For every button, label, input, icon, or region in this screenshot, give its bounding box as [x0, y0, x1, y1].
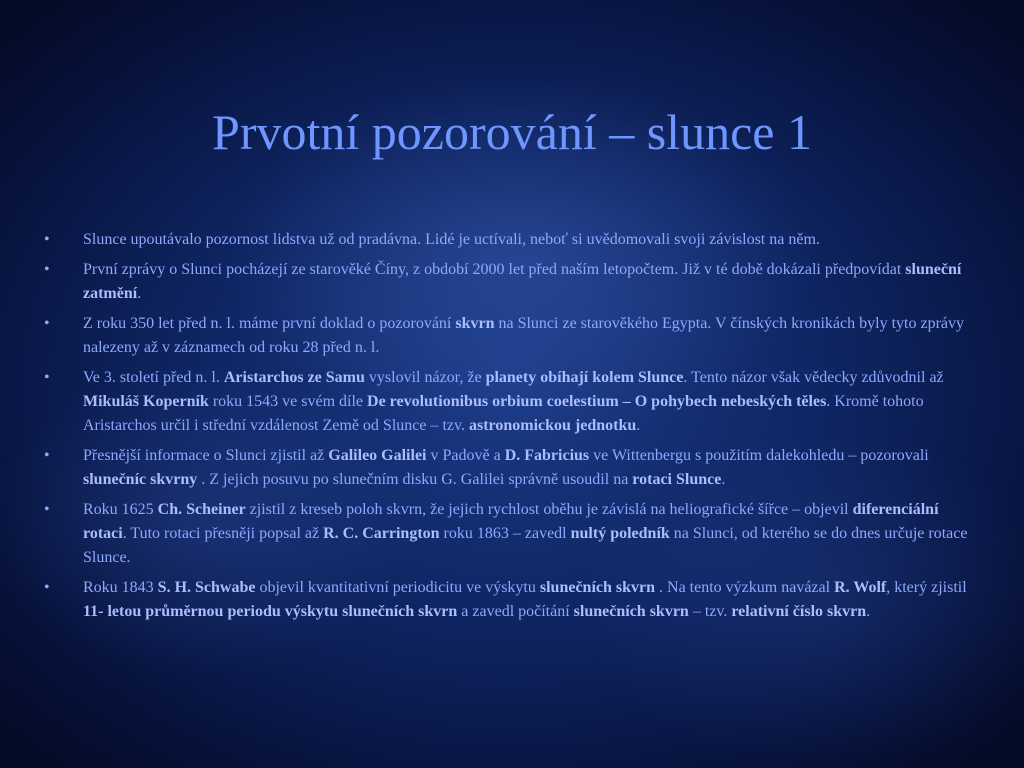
- bullet-text: .: [137, 285, 142, 302]
- bullet-emphasis: diferenciální rotaci: [83, 501, 939, 542]
- bullet-text: a zavedl počítání: [457, 603, 574, 620]
- bullet-emphasis: astronomickou jednotku: [468, 417, 637, 434]
- bullet-text: . Z jejich posuvu po slunečním disku G. Galilei správně usoudil na: [197, 471, 633, 488]
- bullet-marker: •: [44, 315, 50, 332]
- bullet-emphasis: De revolutionibus orbium coelestium – O pohybech nebeských těles: [367, 393, 827, 410]
- bullet-text: Přesnější informace o Slunci zjistil až: [83, 447, 329, 464]
- bullet-item: [44, 228, 974, 252]
- bullet-text: roku 1543 ve svém díle: [208, 393, 368, 410]
- bullet-marker: •: [44, 579, 50, 596]
- bullet-text: . Tuto rotaci přesněji popsal až: [122, 525, 324, 542]
- bullet-item: [44, 444, 974, 492]
- bullet-text: ve Wittenbergu s použitím dalekohledu – pozorovali: [589, 447, 929, 464]
- bullet-text: na Slunci ze starověkého Egypta. V čínských kronikách byly tyto zprávy nalezeny až v záznamech od roku 28 před n. l.: [83, 315, 964, 356]
- bullet-text: na Slunci, od kterého se do dnes určuje rotace Slunce.: [83, 525, 968, 566]
- bullet-emphasis: slunečních skvrn: [573, 603, 689, 620]
- bullet-item: [44, 366, 974, 438]
- bullet-emphasis: D. Fabricius: [504, 447, 590, 464]
- bullet-text: zjistil z kreseb poloh skvrn, že jejich rychlost oběhu je závislá na heliografické šířce – objevil: [245, 501, 853, 518]
- bullet-emphasis: slunečních skvrn: [539, 579, 656, 596]
- bullet-text: Ve 3. století před n. l.: [83, 369, 224, 386]
- bullet-text: Z roku 350 let před n. l. máme první doklad o pozorování: [83, 315, 456, 332]
- bullet-marker: •: [44, 261, 50, 278]
- bullet-text: .: [866, 603, 871, 620]
- bullet-emphasis: nultý poledník: [570, 525, 670, 542]
- bullet-text: .: [636, 417, 641, 434]
- bullet-text: . Kromě tohoto Aristarchos určil i střední vzdálenost Země od Slunce – tzv.: [83, 393, 924, 434]
- bullet-marker: •: [44, 231, 50, 248]
- bullet-item: [44, 498, 974, 570]
- bullet-emphasis: Mikuláš Koperník: [83, 393, 209, 410]
- bullet-emphasis: Galileo Galilei: [328, 447, 427, 464]
- bullet-text: .: [721, 471, 726, 488]
- bullet-item: [44, 258, 974, 306]
- bullet-text: objevil kvantitativní periodicitu ve výskytu: [255, 579, 540, 596]
- bullet-item: [44, 312, 974, 360]
- bullet-emphasis: planety obíhají kolem Slunce: [485, 369, 684, 386]
- bullet-text: roku 1863 – zavedl: [439, 525, 571, 542]
- bullet-emphasis: 11- letou průměrnou periodu výskytu slunečních skvrn: [83, 603, 458, 620]
- bullet-emphasis: sluneční zatmění: [83, 261, 962, 302]
- bullet-text: Roku 1843: [83, 579, 158, 596]
- bullet-text: vyslovil názor, že: [364, 369, 486, 386]
- bullet-emphasis: rotaci Slunce: [632, 471, 722, 488]
- bullet-marker: •: [44, 447, 50, 464]
- bullet-emphasis: R. Wolf: [834, 579, 887, 596]
- bullet-emphasis: skvrn: [455, 315, 495, 332]
- bullet-text: . Tento názor však vědecky zdůvodnil až: [683, 369, 944, 386]
- bullet-marker: •: [44, 369, 50, 386]
- bullet-text: – tzv.: [688, 603, 732, 620]
- slide-title: Prvotní pozorování – slunce 1: [212, 104, 812, 160]
- bullet-text: Slunce upoutávalo pozornost lidstva už od pradávna. Lidé je uctívali, neboť si uvědomovali svoji závislost na něm.: [83, 231, 820, 248]
- bullet-emphasis: Ch. Scheiner: [157, 501, 246, 518]
- bullet-text: První zprávy o Slunci pocházejí ze starověké Číny, z období 2000 let před naším letopočtem. Již v té době dokázali předpovídat: [83, 261, 906, 278]
- bullet-text: Roku 1625: [83, 501, 158, 518]
- bullet-emphasis: S. H. Schwabe: [157, 579, 256, 596]
- bullet-list: [44, 228, 974, 630]
- bullet-emphasis: slunečníc skvrny: [83, 471, 198, 488]
- bullet-emphasis: R. C. Carrington: [323, 525, 440, 542]
- bullet-emphasis: Aristarchos ze Samu: [223, 369, 365, 386]
- bullet-text: v Padově a: [426, 447, 505, 464]
- bullet-text: , který zjistil: [886, 579, 967, 596]
- bullet-emphasis: relativní číslo skvrn: [731, 603, 867, 620]
- bullet-text: . Na tento výzkum navázal: [655, 579, 835, 596]
- bullet-marker: •: [44, 501, 50, 518]
- bullet-item: [44, 576, 974, 624]
